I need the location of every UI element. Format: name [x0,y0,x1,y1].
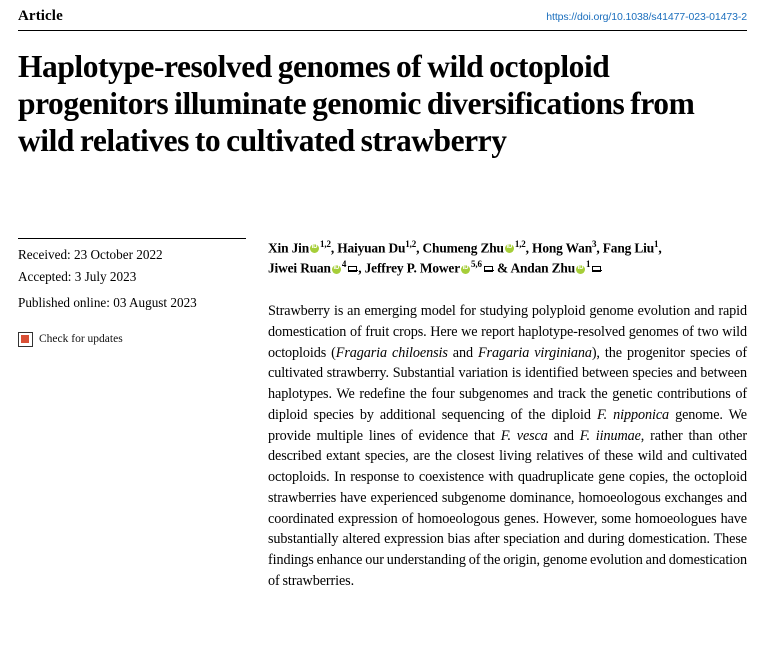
species-name: F. nipponica [596,406,670,423]
page-title: Haplotype-resolved genomes of wild octoploid progenitors illuminate genomic diversifications from wild relatives to cultivated strawberry [18,49,695,158]
author-name[interactable]: , Chumeng Zhu [416,240,504,255]
author-name[interactable]: & Andan Zhu [493,260,576,276]
author-name[interactable]: Jiwei Ruan [268,260,331,276]
author-name[interactable]: , Fang Liu [596,240,655,255]
check-for-updates[interactable] [18,332,254,347]
orcid-icon[interactable] [505,244,514,253]
metadata-divider [18,238,246,239]
orcid-icon[interactable] [310,244,319,253]
abstract-text [268,301,747,591]
email-icon[interactable] [348,266,357,273]
author-affiliation-sup: 5,6 [471,259,482,270]
email-icon[interactable] [484,266,493,273]
orcid-icon[interactable] [576,265,585,274]
species-name: Fragaria chiloensis [335,344,448,361]
author-affiliation-sup: 4 [341,259,347,270]
published-date: Published online: 03 August 2023 [18,295,197,311]
orcid-icon[interactable] [332,265,341,274]
abstract-segment: and [447,344,478,361]
abstract-segment: and [547,427,580,444]
author-name[interactable]: , Jeffrey P. Mower [358,260,460,276]
species-name: Fragaria virginiana [477,344,592,361]
author-affiliation-sup: 1,2 [320,238,331,249]
orcid-icon[interactable] [461,265,470,274]
check-for-updates-label: Check for updates [39,333,123,346]
author-affiliation-sup: 1 [586,259,591,270]
author-name[interactable]: Xin Jin [268,240,309,255]
metadata-column [18,238,264,592]
author-list [268,238,747,280]
doi-link[interactable]: https://doi.org/10.1038/s41477-023-01473-2 [546,11,747,23]
abstract-segment: Strawberry is an emerging model for studying polyploid genome evolution and rapid domestication of fruit crops. Here we report haplotype-resolved genomes of two wild octoploids ( [268,303,747,361]
article-type-label: Article [18,8,63,24]
content-column [264,238,747,592]
author-affiliation-sup: 1,2 [405,238,417,249]
crossmark-icon [18,332,33,347]
accepted-date: Accepted: 3 July 2023 [18,268,137,284]
author-affiliation-sup: 1,2 [514,238,526,249]
received-date: Received: 23 October 2022 [18,246,163,262]
species-name: F. vesca [500,427,548,444]
author-name[interactable]: , Haiyuan Du [330,240,406,255]
abstract-segment: , rather than other described extant species, are the closest living relatives of these wild and cultivated octoploids. In response to coexistence with quadruplicate gene copies, the octoploid strawberries have experienced subgenome dominance, homoeologous exchanges and coordinated expression of homoeologous genes. However, some homoeologues have substantially altered expression bias after speciation and during domestication. These findings enhance our understanding of the origin, genome evolution and domestication of strawberries. [268,427,747,589]
abstract-segment: ), the progenitor species of cultivated strawberry. Substantial variation is identified between species and between haplotypes. We redefine the four subgenomes and track the genetic contributions of diploid species by additional sequencing of the diploid [268,344,747,423]
author-affiliation-sup: 1 [654,238,659,249]
author-name[interactable]: , Hong Wan [525,240,593,255]
article-body [18,238,747,592]
author-separator: , [658,240,662,255]
email-icon[interactable] [592,266,601,273]
abstract-segment: genome. We provide multiple lines of evidence that [268,406,748,444]
species-name: F. iinumae [579,427,641,444]
header-divider [18,30,747,31]
author-affiliation-sup: 3 [592,238,597,249]
page-header [18,0,747,30]
